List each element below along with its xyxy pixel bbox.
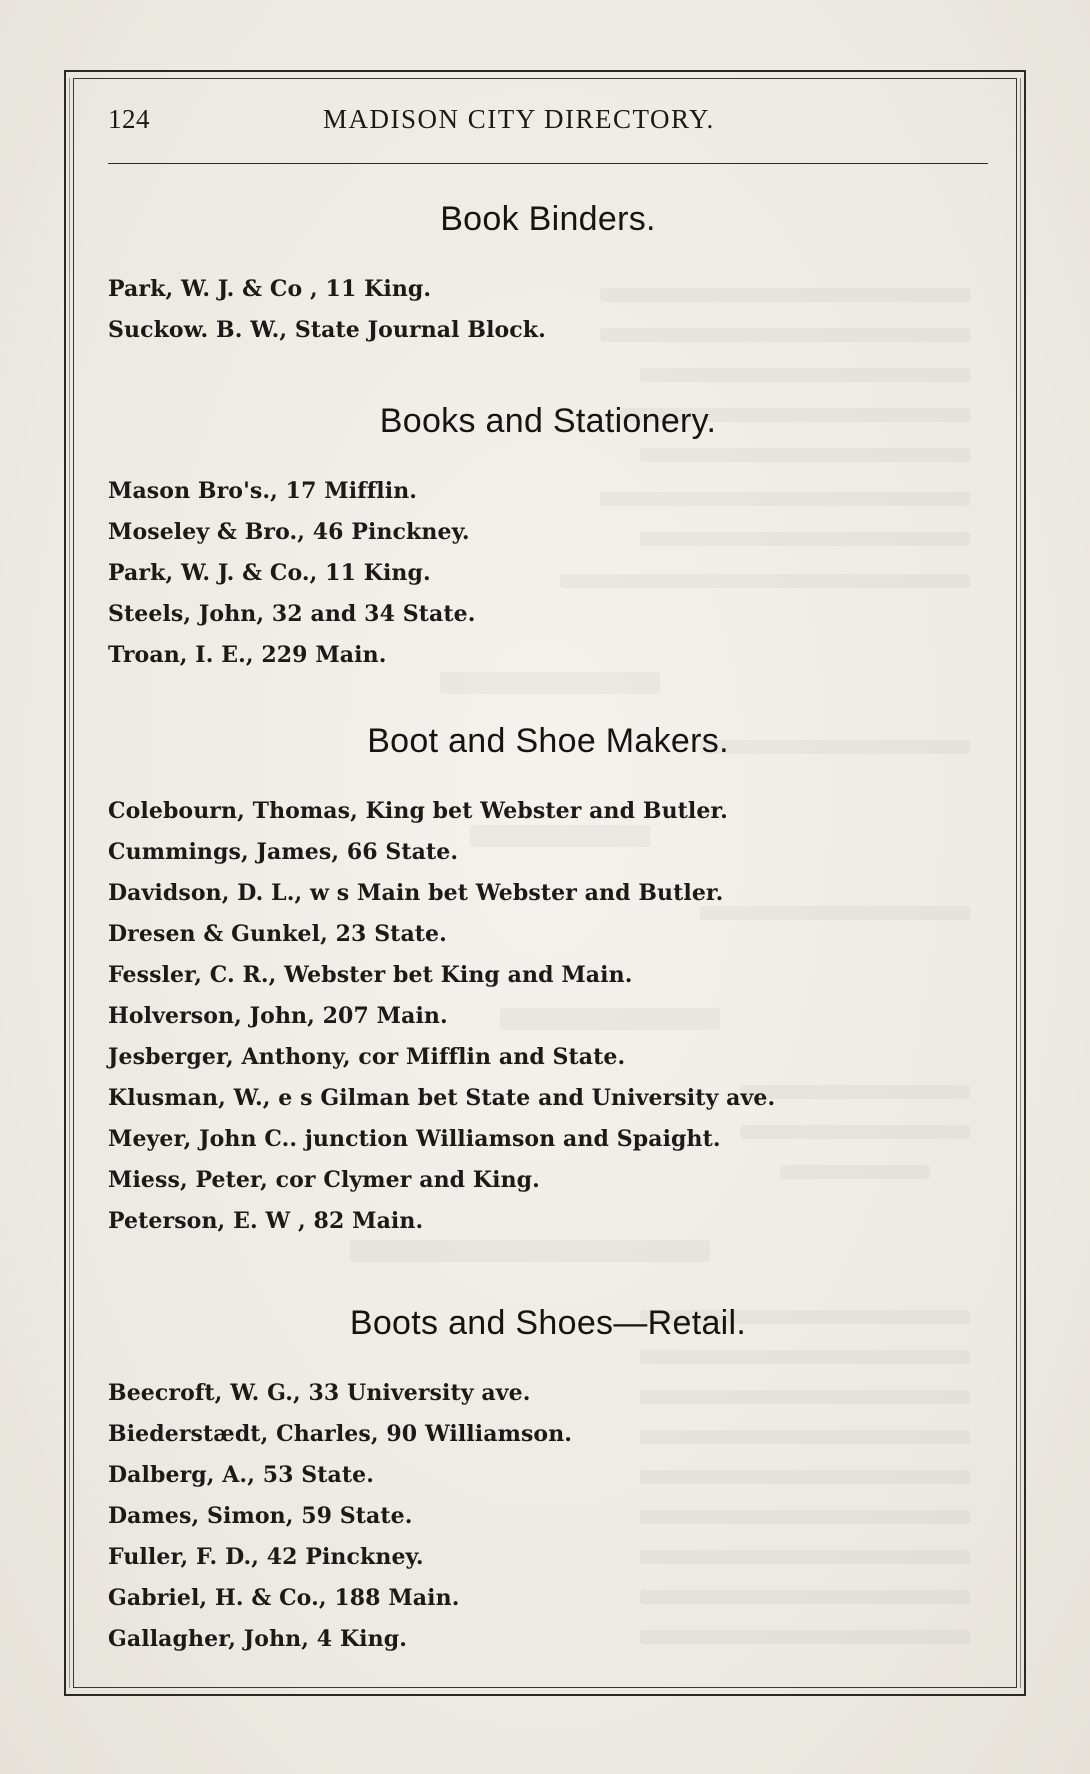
directory-entry: Holverson, John, 207 Main. bbox=[108, 1003, 448, 1029]
directory-entry: Suckow. B. W., State Journal Block. bbox=[108, 317, 546, 343]
directory-entry: Troan, I. E., 229 Main. bbox=[108, 642, 387, 668]
directory-entry: Peterson, E. W , 82 Main. bbox=[108, 1208, 424, 1234]
directory-entry: Gabriel, H. & Co., 188 Main. bbox=[108, 1585, 460, 1611]
section-heading-boot-and-shoe-makers: Boot and Shoe Makers. bbox=[367, 722, 729, 760]
directory-entry: Steels, John, 32 and 34 State. bbox=[108, 601, 476, 627]
directory-entry: Meyer, John C.. junction Williamson and Spaight. bbox=[108, 1126, 721, 1152]
section-heading-boots-and-shoes-retail: Boots and Shoes—Retail. bbox=[349, 1304, 747, 1342]
section-entries-boots-and-shoes-retail bbox=[108, 1373, 572, 1660]
running-head: MADISON CITY DIRECTORY. bbox=[323, 104, 715, 134]
directory-entry: Park, W. J. & Co., 11 King. bbox=[108, 560, 431, 586]
directory-entry: Davidson, D. L., w s Main bet Webster and Butler. bbox=[108, 880, 724, 906]
page-number: 124 bbox=[108, 104, 150, 134]
directory-entry: Park, W. J. & Co , 11 King. bbox=[108, 276, 432, 302]
directory-entry: Jesberger, Anthony, cor Mifflin and State. bbox=[108, 1044, 626, 1070]
directory-entry: Colebourn, Thomas, King bet Webster and Butler. bbox=[108, 798, 728, 824]
directory-entry: Fessler, C. R., Webster bet King and Main. bbox=[108, 962, 633, 988]
directory-entry: Dalberg, A., 53 State. bbox=[108, 1462, 375, 1488]
section-heading-book-binders: Book Binders. bbox=[440, 200, 656, 238]
section-entries-books-and-stationery bbox=[108, 471, 475, 676]
directory-entry: Dames, Simon, 59 State. bbox=[108, 1503, 413, 1529]
header-rule bbox=[108, 163, 988, 164]
directory-entry: Moseley & Bro., 46 Pinckney. bbox=[108, 519, 470, 545]
directory-entry: Mason Bro's., 17 Mifflin. bbox=[108, 478, 418, 504]
page-header bbox=[108, 104, 988, 144]
directory-entry: Beecroft, W. G., 33 University ave. bbox=[108, 1380, 531, 1406]
directory-entry: Miess, Peter, cor Clymer and King. bbox=[108, 1167, 540, 1193]
section-heading-books-and-stationery: Books and Stationery. bbox=[379, 402, 717, 440]
directory-entry: Klusman, W., e s Gilman bet State and University ave. bbox=[108, 1085, 776, 1111]
page-border-right-rule bbox=[1020, 78, 1021, 1688]
directory-entry: Gallagher, John, 4 King. bbox=[108, 1626, 407, 1652]
directory-entry: Dresen & Gunkel, 23 State. bbox=[108, 921, 447, 947]
section-entries-boot-and-shoe-makers bbox=[108, 791, 775, 1242]
directory-entry: Cummings, James, 66 State. bbox=[108, 839, 459, 865]
section-entries-book-binders bbox=[108, 269, 546, 351]
directory-entry: Biederstædt, Charles, 90 Williamson. bbox=[108, 1421, 573, 1447]
directory-entry: Fuller, F. D., 42 Pinckney. bbox=[108, 1544, 424, 1570]
page-border-left-rule bbox=[69, 78, 70, 1688]
